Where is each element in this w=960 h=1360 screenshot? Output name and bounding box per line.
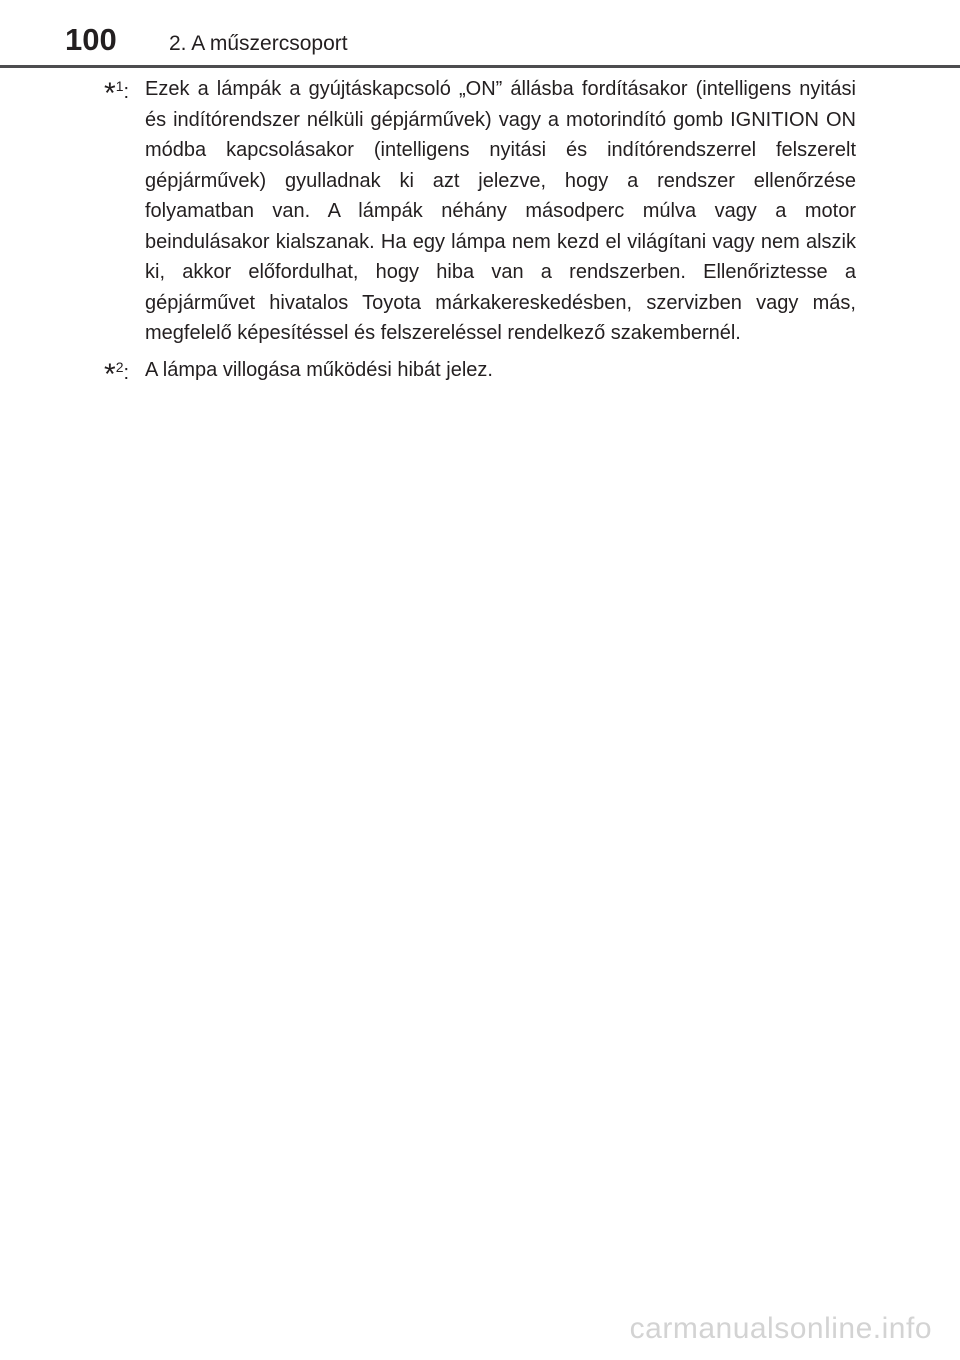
footnote-colon: :: [123, 81, 130, 103]
footnotes: [100, 74, 856, 391]
footnote-marker: [104, 355, 129, 390]
footnote-1: [100, 74, 856, 349]
watermark: carmanualsonline.info: [629, 1312, 932, 1345]
page-number: 100: [65, 22, 117, 57]
asterisk-glyph: *: [104, 357, 116, 391]
footnote-2: [100, 355, 856, 391]
page-header: [0, 0, 960, 70]
header-divider: [0, 65, 960, 68]
section-title: 2. A műszercsoport: [169, 32, 348, 55]
footnote-number: 1: [115, 78, 124, 94]
footnote-text: A lámpa villogása működési hibát jelez.: [145, 358, 493, 381]
footnote-text: Ezek a lámpák a gyújtáskapcsoló „ON” állásba fordításakor (intelligens nyitási és indítórendszer nélküli gépjárművek) vagy a motorindító gomb IGNITION ON módba kapcsolásakor (intelligens nyitási és indítórendszerrel felszerelt gépjárművek) gyulladnak ki azt jelezve, hogy a rendszer ellenőrzése folyamatban van. A lámpák néhány másodperc múlva vagy a motor beindulásakor kialszanak. Ha egy lámpa nem kezd el világítani vagy nem alszik ki, akkor előfordulhat, hogy hiba van a rendszerben. Ellenőriztesse a gépjárművet hivatalos Toyota márkakereskedésben, szervizben vagy más, megfelelő képesítéssel és felszereléssel rendelkező szakembernél.: [145, 78, 856, 344]
footnote-colon: :: [123, 361, 130, 384]
footnote-marker: [104, 74, 129, 109]
footnote-number: 2: [115, 358, 124, 375]
asterisk-glyph: *: [104, 77, 116, 110]
